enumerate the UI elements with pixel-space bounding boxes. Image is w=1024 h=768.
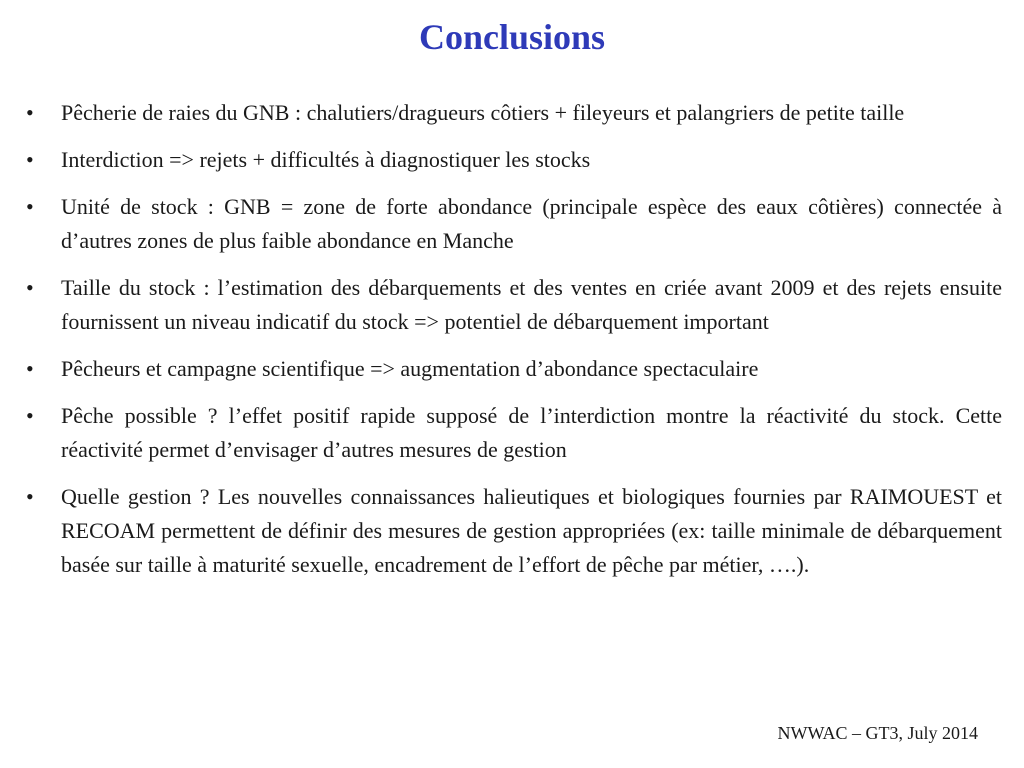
slide-title: Conclusions bbox=[418, 17, 606, 57]
bullet-item bbox=[26, 190, 1002, 258]
bullet-item bbox=[26, 96, 1002, 130]
bullet-list bbox=[26, 96, 1002, 595]
bullet-text: Interdiction => rejets + difficultés à diagnostiquer les stocks bbox=[61, 147, 591, 172]
bullet-text: Quelle gestion ? Les nouvelles connaissances halieutiques et biologiques fournies par RAIMOUEST et RECOAM permettent de définir des mesures de gestion appropriées (ex: taille minimale de débarquement basée sur taille à maturité sexuelle, encadrement de l’effort de pêche par métier, ….). bbox=[61, 484, 1002, 577]
bullet-text: Pêcherie de raies du GNB : chalutiers/dragueurs côtiers + fileyeurs et palangriers de petite taille bbox=[61, 100, 905, 125]
bullet-icon: • bbox=[26, 356, 34, 381]
bullet-item bbox=[26, 399, 1002, 467]
bullet-icon: • bbox=[26, 147, 34, 172]
bullet-item bbox=[26, 271, 1002, 339]
bullet-icon: • bbox=[26, 403, 34, 428]
bullet-text: Pêcheurs et campagne scientifique => augmentation d’abondance spectaculaire bbox=[61, 356, 759, 381]
bullet-text: Pêche possible ? l’effet positif rapide supposé de l’interdiction montre la réactivité du stock. Cette réactivité permet d’envisager d’autres mesures de gestion bbox=[61, 403, 1002, 462]
bullet-text: Unité de stock : GNB = zone de forte abondance (principale espèce des eaux côtières) connectée à d’autres zones de plus faible abondance en Manche bbox=[61, 194, 1002, 253]
bullet-icon: • bbox=[26, 194, 34, 219]
bullet-item bbox=[26, 352, 1002, 386]
bullet-icon: • bbox=[26, 275, 34, 300]
bullet-text: Taille du stock : l’estimation des débarquements et des ventes en criée avant 2009 et des rejets ensuite fournissent un niveau indicatif du stock => potentiel de débarquement important bbox=[61, 275, 1002, 334]
slide-footer: NWWAC – GT3, July 2014 bbox=[777, 723, 978, 743]
bullet-icon: • bbox=[26, 100, 34, 125]
bullet-icon: • bbox=[26, 484, 34, 509]
bullet-item bbox=[26, 143, 1002, 177]
bullet-item bbox=[26, 480, 1002, 582]
